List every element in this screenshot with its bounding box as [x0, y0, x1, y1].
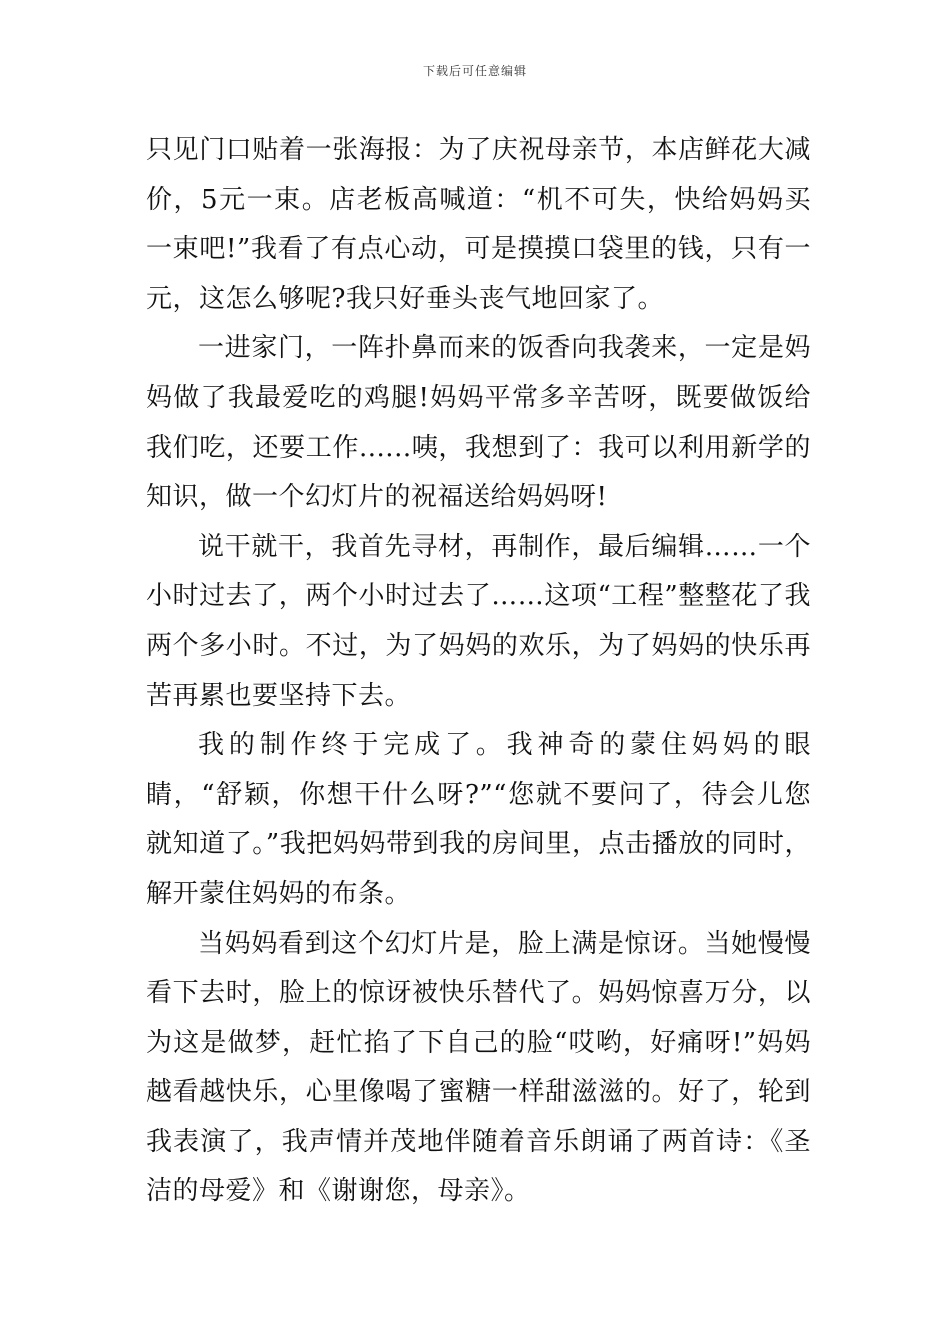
document-body — [146, 126, 811, 1217]
page-header-note: 下载后可任意编辑 — [422, 64, 527, 78]
paragraph-3: 说干就干，我首先寻材，再制作，最后编辑……一个小时过去了，两个小时过去了……这项“工程”整整花了我两个多小时。不过，为了妈妈的欢乐，为了妈妈的快乐再苦再累也要坚持下去。 — [146, 531, 811, 711]
paragraph-4: 我的制作终于完成了。我神奇的蒙住妈妈的眼睛，“舒颖，你想干什么呀?”“您就不要问了，待会儿您就知道了。”我把妈妈带到我的房间里，点击播放的同时，解开蒙住妈妈的布条。 — [146, 730, 811, 909]
paragraph-2: 一进家门，一阵扑鼻而来的饭香向我袭来，一定是妈妈做了我最爱吃的鸡腿!妈妈平常多辛苦呀，既要做饭给我们吃，还要工作......咦，我想到了：我可以利用新学的知识，做一个幻灯片的祝福送给妈妈呀! — [146, 333, 811, 513]
paragraph-1: 只见门口贴着一张海报：为了庆祝母亲节，本店鲜花大减价，5元一束。店老板高喊道：“机不可失，快给妈妈买一束吧!”我看了有点心动，可是摸摸口袋里的钱，只有一元，这怎么够呢?我只好垂头丧气地回家了。 — [146, 135, 811, 314]
paragraph-5: 当妈妈看到这个幻灯片是，脸上满是惊讶。当她慢慢看下去时，脸上的惊讶被快乐替代了。妈妈惊喜万分，以为这是做梦，赶忙掐了下自己的脸“哎哟，好痛呀!”妈妈越看越快乐，心里像喝了蜜糖一样甜滋滋的。好了，轮到我表演了，我声情并茂地伴随着音乐朗诵了两首诗：《圣洁的母爱》和《谢谢您，母亲》。 — [146, 928, 811, 1207]
